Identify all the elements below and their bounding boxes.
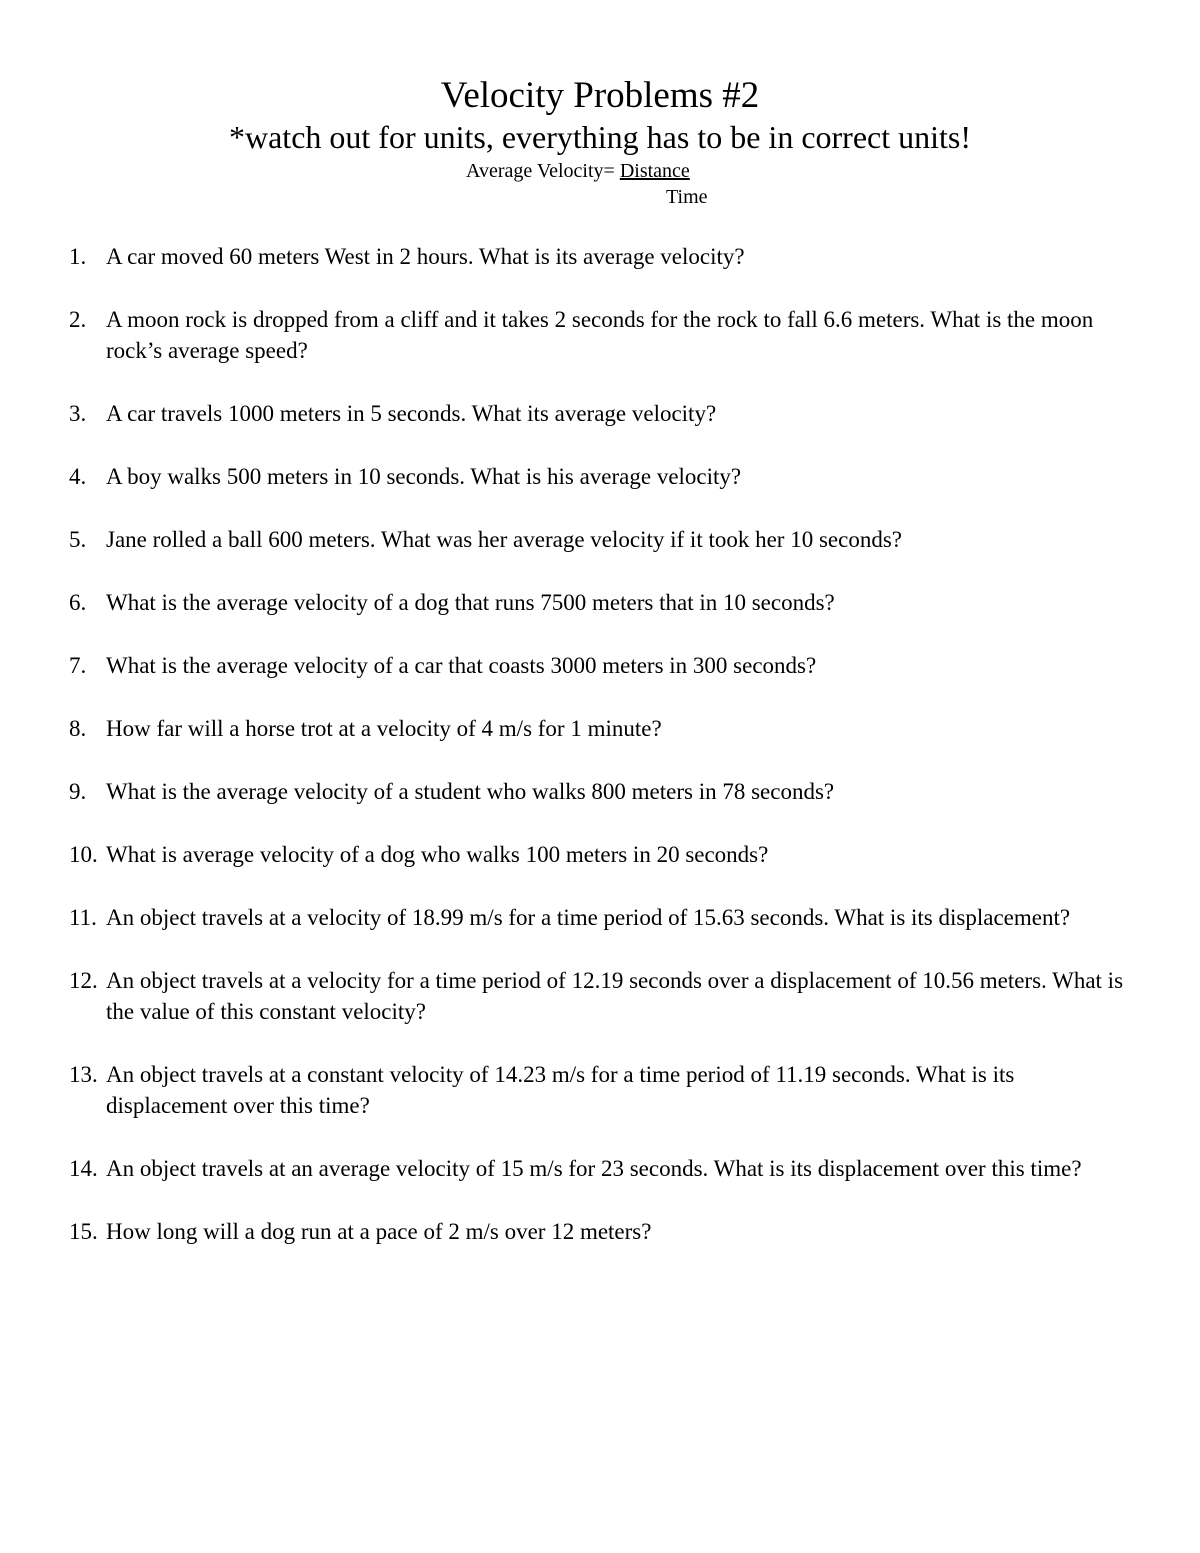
- problem-number: 6.: [69, 590, 87, 615]
- problem-item: [69, 902, 1129, 933]
- problem-item: [69, 304, 1129, 366]
- problem-item: [69, 839, 1129, 870]
- problem-item: [69, 398, 1129, 429]
- problem-text: An object travels at a constant velocity of 14.23 m/s for a time period of 11.19 seconds. What is its displacement over this time?: [106, 1062, 1015, 1118]
- problem-number: 5.: [69, 527, 87, 552]
- formula-label: Average Velocity=: [466, 160, 620, 182]
- problem-text: A car travels 1000 meters in 5 seconds. What its average velocity?: [106, 401, 717, 426]
- problem-number: 8.: [69, 716, 87, 741]
- problem-number: 9.: [69, 779, 87, 804]
- problem-text: An object travels at a velocity of 18.99 m/s for a time period of 15.63 seconds. What is its displacement?: [106, 905, 1071, 930]
- problem-item: [69, 587, 1129, 618]
- problem-text: What is the average velocity of a student who walks 800 meters in 78 seconds?: [106, 779, 835, 804]
- problem-item: [69, 241, 1129, 272]
- problem-number: 2.: [69, 307, 87, 332]
- worksheet-header: [0, 74, 1200, 156]
- problem-item: [69, 1153, 1129, 1184]
- problem-text: A car moved 60 meters West in 2 hours. What is its average velocity?: [106, 244, 745, 269]
- problem-number: 7.: [69, 653, 87, 678]
- formula-denominator: Time: [666, 186, 708, 208]
- formula-numerator: Distance: [619, 160, 690, 182]
- average-velocity-formula: [466, 159, 690, 183]
- problem-item: [69, 524, 1129, 555]
- problem-number: 10.: [69, 842, 98, 867]
- problem-text: An object travels at a velocity for a time period of 12.19 seconds over a displacement of 10.56 meters. What is the value of this constant velocity?: [106, 968, 1124, 1024]
- problem-list: [69, 241, 1129, 1279]
- problem-number: 14.: [69, 1156, 98, 1181]
- problem-text: How far will a horse trot at a velocity of 4 m/s for 1 minute?: [106, 716, 662, 741]
- problem-item: [69, 461, 1129, 492]
- problem-number: 13.: [69, 1062, 98, 1087]
- problem-text: Jane rolled a ball 600 meters. What was her average velocity if it took her 10 seconds?: [106, 527, 902, 552]
- problem-text: What is the average velocity of a dog that runs 7500 meters that in 10 seconds?: [106, 590, 835, 615]
- problem-number: 4.: [69, 464, 87, 489]
- problem-item: [69, 650, 1129, 681]
- problem-number: 1.: [69, 244, 87, 269]
- problem-item: [69, 776, 1129, 807]
- problem-text: A moon rock is dropped from a cliff and it takes 2 seconds for the rock to fall 6.6 meters. What is the moon rock’s average speed?: [106, 307, 1094, 363]
- problem-item: [69, 1216, 1129, 1247]
- problem-number: 3.: [69, 401, 87, 426]
- units-warning: *watch out for units, everything has to be in correct units!: [228, 119, 972, 155]
- problem-text: What is the average velocity of a car that coasts 3000 meters in 300 seconds?: [106, 653, 817, 678]
- problem-text: How long will a dog run at a pace of 2 m/s over 12 meters?: [106, 1219, 652, 1244]
- problem-number: 12.: [69, 968, 98, 993]
- problem-item: [69, 965, 1129, 1027]
- problem-item: [69, 713, 1129, 744]
- problem-text: An object travels at an average velocity of 15 m/s for 23 seconds. What is its displacement over this time?: [106, 1156, 1082, 1181]
- problem-number: 15.: [69, 1219, 98, 1244]
- problem-text: A boy walks 500 meters in 10 seconds. What is his average velocity?: [106, 464, 742, 489]
- problem-item: [69, 1059, 1129, 1121]
- problem-number: 11.: [69, 905, 97, 930]
- page-title: Velocity Problems #2: [440, 75, 760, 116]
- problem-text: What is average velocity of a dog who walks 100 meters in 20 seconds?: [106, 842, 769, 867]
